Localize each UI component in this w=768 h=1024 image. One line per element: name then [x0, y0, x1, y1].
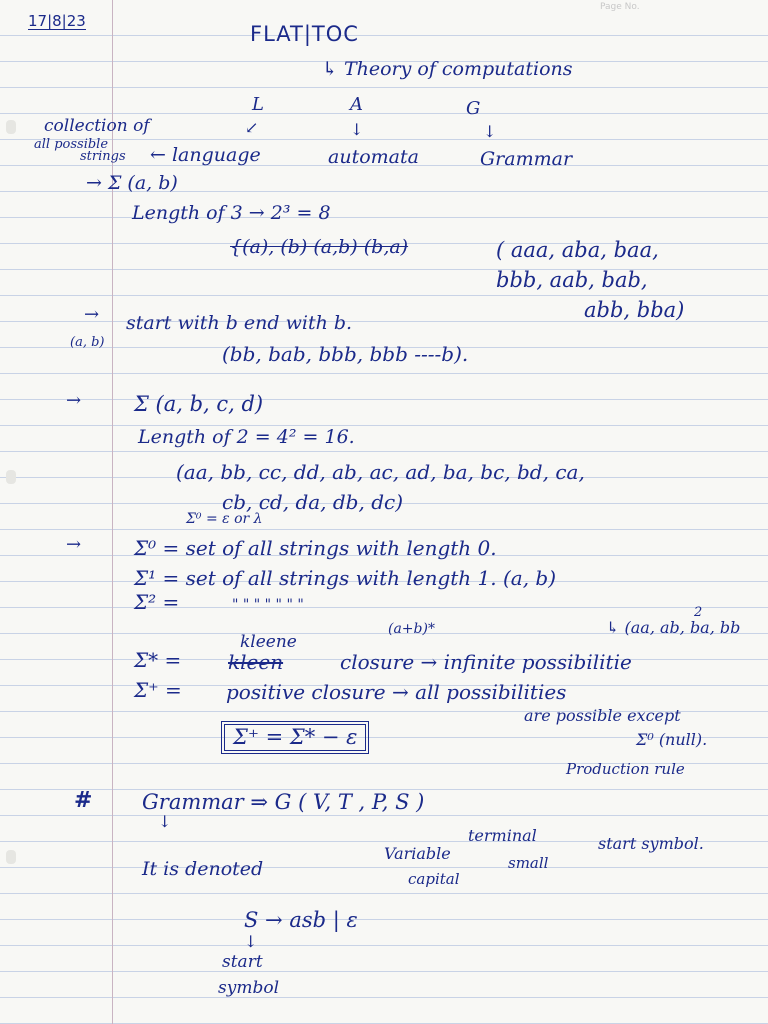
- subtitle: ↳ Theory of computations: [322, 58, 573, 80]
- ab-note: (a, b): [70, 335, 105, 350]
- sigma-1-definition: Σ¹ = set of all strings with length 1. (a, b): [134, 566, 557, 590]
- down-arrow-icon: ↙: [245, 118, 259, 137]
- letter-g: G: [466, 98, 481, 119]
- sigma-plus-label: Σ⁺ =: [134, 678, 182, 702]
- small-label: small: [508, 854, 549, 872]
- date: 17|8|23: [28, 12, 86, 30]
- label-language: ← language: [150, 144, 261, 166]
- pairs-row-1: (aa, bb, cc, dd, ab, ac, ad, ba, bc, bd, ca,: [176, 460, 585, 484]
- struck-pairs: {(a), (b) (a,b) (b,a): [230, 236, 409, 258]
- sigma-abcd: Σ (a, b, c, d): [134, 392, 264, 416]
- formula-box: Σ⁺ = Σ* − ε: [224, 724, 366, 751]
- down-arrow-icon: ↓: [158, 812, 172, 831]
- variable-label: Variable: [384, 844, 451, 863]
- start-end-rule: start with b end with b.: [126, 312, 353, 334]
- sigma-2-value: ↳ (aa, ab, ba, bb: [606, 618, 741, 637]
- epsilon-note: Σ⁰ = ε or λ: [186, 511, 263, 527]
- sigma-ab: → Σ (a, b): [86, 172, 178, 194]
- string-sequence-1: ( aaa, aba, baa,: [496, 238, 659, 262]
- down-arrow-icon: ↓: [483, 122, 497, 141]
- label-collection-of: collection of: [44, 116, 150, 136]
- label-automata: automata: [328, 146, 419, 168]
- sigma-2-label: Σ² =: [134, 590, 180, 614]
- length-3-line: Length of 3 → 2³ = 8: [132, 202, 331, 224]
- page-title: FLAT|TOC: [250, 22, 359, 46]
- start-label: start: [222, 952, 263, 972]
- kleene-closure-definition: closure → infinite possibilitie: [340, 650, 632, 674]
- binding-hole: [6, 470, 16, 484]
- struck-word: kleen: [228, 650, 284, 674]
- symbol-label: symbol: [218, 978, 280, 998]
- kleene-label: kleene: [240, 632, 297, 652]
- terminal-label: terminal: [468, 826, 537, 845]
- letter-a: A: [350, 94, 363, 115]
- sigma-2-exponent: 2: [694, 605, 703, 620]
- ab-star-note: (a+b)*: [388, 621, 435, 637]
- except-note-2: Σ⁰ (null).: [636, 730, 708, 749]
- string-sequence-3: abb, bba): [584, 298, 685, 322]
- arrow-icon: →: [66, 390, 82, 411]
- sigma-star-label: Σ* =: [134, 648, 182, 672]
- denoted-line: It is denoted: [142, 858, 264, 880]
- grammar-heading: Grammar ⇒ G ( V, T , P, S ): [142, 790, 425, 814]
- down-arrow-icon: ↓: [350, 120, 364, 139]
- production-rule-label: Production rule: [566, 760, 685, 778]
- except-note-1: are possible except: [524, 706, 681, 725]
- positive-closure-definition: positive closure → all possibilities: [226, 680, 567, 704]
- page-number-field: Page No.: [600, 2, 640, 12]
- hash-bullet: #: [74, 788, 93, 813]
- arrow-icon: →: [84, 304, 100, 325]
- start-symbol-label: start symbol.: [598, 834, 704, 853]
- production-example: S → asb | ε: [244, 908, 358, 932]
- binding-hole: [6, 850, 16, 864]
- capital-label: capital: [408, 870, 460, 888]
- string-sequence-2: bbb, aab, bab,: [496, 268, 648, 292]
- down-arrow-icon: ↓: [244, 932, 258, 951]
- letter-l: L: [252, 94, 264, 115]
- ditto-marks: " " " " " " ": [232, 597, 304, 613]
- pairs-row-2: cb, cd, da, db, dc): [222, 490, 404, 514]
- sigma-0-definition: Σ⁰ = set of all strings with length 0.: [134, 536, 497, 560]
- binding-hole: [6, 120, 16, 134]
- start-end-examples: (bb, bab, bbb, bbb ----b).: [222, 342, 469, 366]
- length-2-line: Length of 2 = 4² = 16.: [138, 426, 355, 448]
- arrow-icon: →: [66, 534, 82, 555]
- label-strings: strings: [80, 149, 126, 164]
- label-grammar: Grammar: [480, 148, 573, 170]
- label-all-possible: all possible: [34, 137, 109, 152]
